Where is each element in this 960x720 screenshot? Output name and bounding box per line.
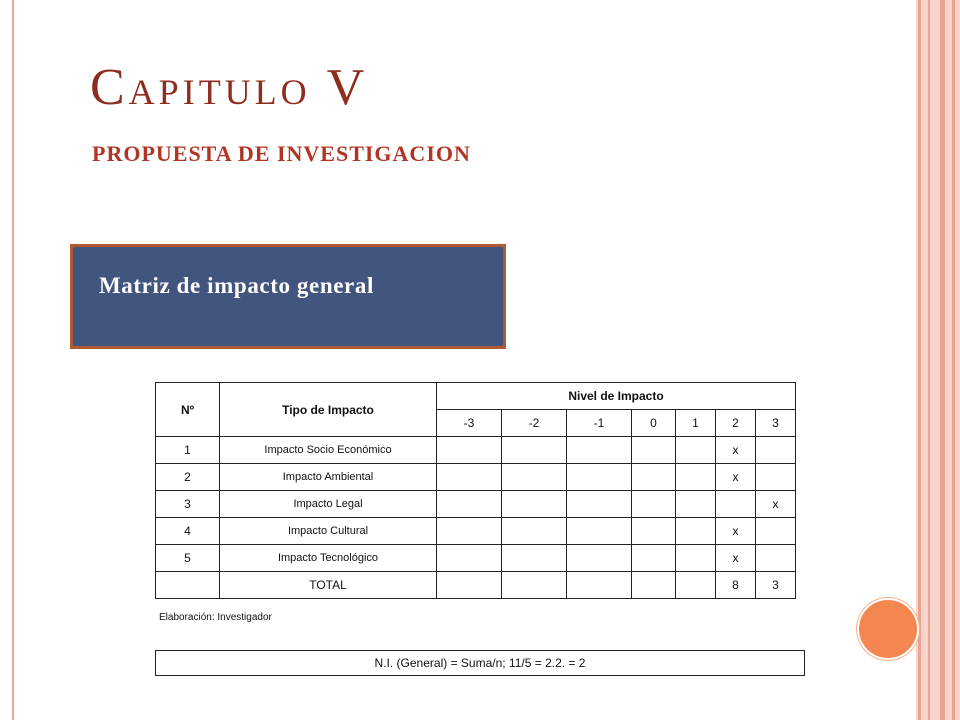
table-total-row — [156, 572, 796, 599]
formula-box: N.I. (General) = Suma/n; 11/5 = 2.2. = 2 — [155, 650, 805, 676]
table-header-row — [156, 383, 796, 410]
stripe — [952, 0, 955, 720]
table-row — [156, 545, 796, 572]
table-row — [156, 518, 796, 545]
level-header-cell: -1 — [567, 410, 632, 437]
mark-cell — [756, 518, 796, 545]
level-header-cell: 1 — [676, 410, 716, 437]
total-cell — [567, 572, 632, 599]
mark-cell — [437, 491, 502, 518]
mark-cell — [502, 491, 567, 518]
mark-cell — [676, 491, 716, 518]
total-cell — [676, 572, 716, 599]
mark-cell: x — [756, 491, 796, 518]
mark-cell — [632, 464, 676, 491]
matrix-title-box — [70, 244, 506, 349]
mark-cell — [567, 464, 632, 491]
row-number: 4 — [156, 518, 220, 545]
total-empty-cell — [156, 572, 220, 599]
table-caption: Elaboración: Investigador — [159, 612, 272, 623]
table-row — [156, 437, 796, 464]
row-impact-type: Impacto Socio Económico — [220, 437, 437, 464]
table-row — [156, 464, 796, 491]
mark-cell — [567, 545, 632, 572]
mark-cell — [567, 437, 632, 464]
mark-cell — [676, 464, 716, 491]
level-header-cell: -2 — [502, 410, 567, 437]
row-impact-type: Impacto Legal — [220, 491, 437, 518]
level-header-cell: -3 — [437, 410, 502, 437]
total-cell — [502, 572, 567, 599]
mark-cell — [502, 545, 567, 572]
mark-cell — [502, 518, 567, 545]
mark-cell — [676, 545, 716, 572]
total-cell: 3 — [756, 572, 796, 599]
mark-cell — [502, 437, 567, 464]
mark-cell — [567, 518, 632, 545]
row-impact-type: Impacto Tecnológico — [220, 545, 437, 572]
row-number: 2 — [156, 464, 220, 491]
mark-cell — [567, 491, 632, 518]
mark-cell: x — [716, 545, 756, 572]
mark-cell — [632, 491, 676, 518]
mark-cell — [756, 464, 796, 491]
decorative-stripes — [916, 0, 960, 720]
stripe — [928, 0, 930, 720]
level-header-cell: 0 — [632, 410, 676, 437]
level-header-cell: 2 — [716, 410, 756, 437]
mark-cell — [676, 437, 716, 464]
mark-cell — [437, 545, 502, 572]
header-num: Nº — [156, 383, 220, 437]
row-number: 1 — [156, 437, 220, 464]
mark-cell — [437, 464, 502, 491]
stripe — [918, 0, 921, 720]
table-row — [156, 491, 796, 518]
header-level: Nivel de Impacto — [437, 383, 796, 410]
slide-subtitle: PROPUESTA DE INVESTIGACION — [92, 141, 471, 166]
mark-cell — [437, 518, 502, 545]
slide-title: Capitulo V — [90, 59, 369, 116]
row-number: 3 — [156, 491, 220, 518]
mark-cell: x — [716, 518, 756, 545]
mark-cell — [632, 437, 676, 464]
row-impact-type: Impacto Cultural — [220, 518, 437, 545]
mark-cell: x — [716, 437, 756, 464]
mark-cell — [437, 437, 502, 464]
mark-cell — [502, 464, 567, 491]
total-cell — [632, 572, 676, 599]
mark-cell — [676, 518, 716, 545]
mark-cell — [756, 545, 796, 572]
row-number: 5 — [156, 545, 220, 572]
row-impact-type: Impacto Ambiental — [220, 464, 437, 491]
stripe — [940, 0, 945, 720]
decorative-circle — [857, 598, 919, 660]
impact-matrix-table — [155, 382, 796, 599]
mark-cell — [632, 545, 676, 572]
total-cell — [437, 572, 502, 599]
mark-cell: x — [716, 464, 756, 491]
level-header-cell: 3 — [756, 410, 796, 437]
left-border-line — [12, 0, 14, 720]
mark-cell — [632, 518, 676, 545]
mark-cell — [756, 437, 796, 464]
mark-cell — [716, 491, 756, 518]
header-type: Tipo de Impacto — [220, 383, 437, 437]
matrix-title-label: Matriz de impacto general — [99, 273, 374, 298]
total-label: TOTAL — [220, 572, 437, 599]
total-cell: 8 — [716, 572, 756, 599]
